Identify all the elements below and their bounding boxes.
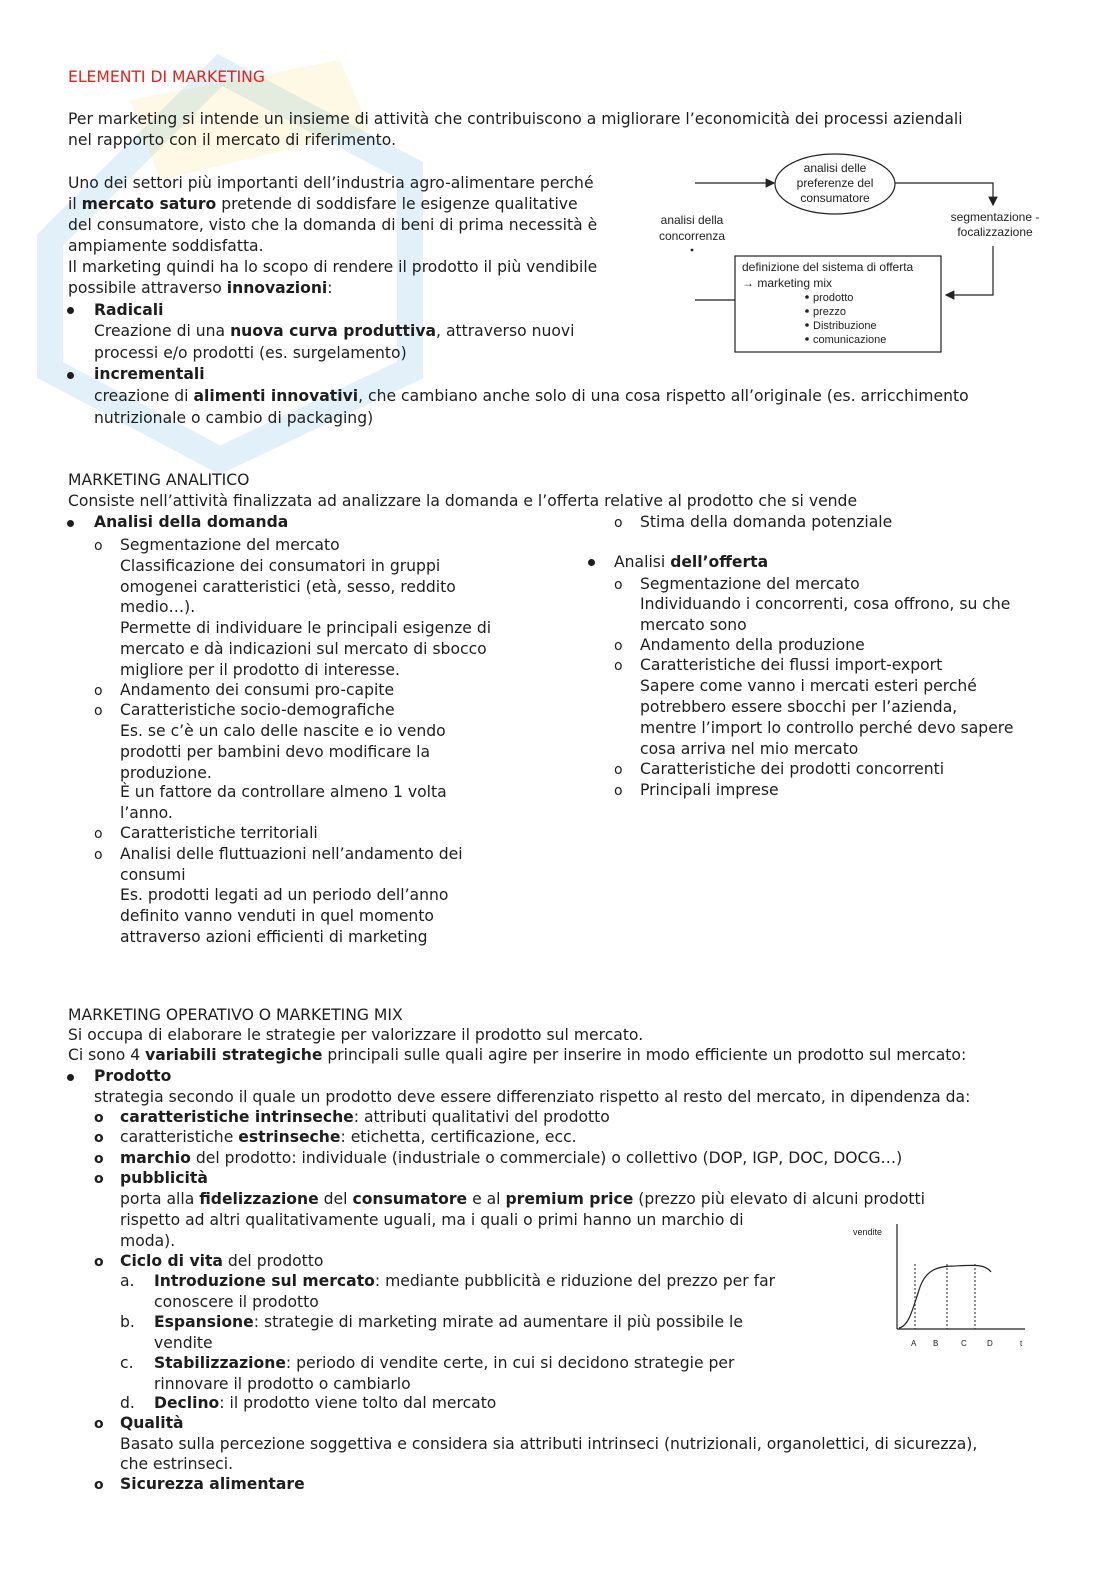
sales-curve (899, 1265, 991, 1328)
domanda-line: produzione. (120, 764, 212, 782)
o-bullet: o (94, 1110, 104, 1126)
offerta-line: Andamento della produzione (640, 636, 865, 654)
phase-line: rinnovare il prodotto o cambiarlo (154, 1375, 411, 1393)
offerta-line: cosa arriva nel mio mercato (640, 740, 859, 758)
ellipse-label: consumatore (800, 191, 870, 205)
para-line: Il marketing quindi ha lo scopo di rendere il prodotto il più vendibile (68, 258, 598, 276)
o-bullet: o (94, 1151, 104, 1167)
dot (691, 249, 694, 252)
item-title-sicurezza: Sicurezza alimentare (120, 1475, 305, 1493)
item-title-pubblicita: pubblicità (120, 1169, 208, 1187)
stima-line: Stima della domanda potenziale (640, 513, 893, 531)
chart-xlabel: t (1020, 1339, 1023, 1348)
section-title-analitico: MARKETING ANALITICO (68, 471, 250, 489)
ellipse-label: preferenze del (796, 176, 874, 190)
bullet-icon (805, 323, 809, 327)
offerta-line: Principali imprese (640, 781, 779, 799)
o-bullet: o (614, 762, 623, 778)
phase-line: Introduzione sul mercato: mediante pubblicità e riduzione del prezzo per far (154, 1272, 776, 1290)
domanda-line: Permette di individuare le principali esigenze di (120, 619, 492, 637)
bullet-icon (67, 307, 74, 314)
domanda-line: consumi (120, 866, 186, 884)
para-line: del consumatore, visto che la domanda di beni di prima necessità è (68, 216, 598, 234)
para-line: il mercato saturo pretende di soddisfare le esigenze qualitative (68, 195, 578, 213)
bullet-icon (805, 337, 809, 341)
item-text: marchio del prodotto: individuale (industriale o commerciale) o collettivo (DOP, IGP, DOC, DOCG…) (120, 1149, 903, 1167)
item-title-prodotto: Prodotto (94, 1067, 172, 1085)
domanda-line: Andamento dei consumi pro-capite (120, 681, 395, 699)
item-text: nutrizionale o cambio di packaging) (94, 409, 374, 427)
bullet-icon (67, 1074, 74, 1081)
item-text: Basato sulla percezione soggettiva e considera sia attributi intrinseci (nutrizionali, organolettici, di sicurezza), (120, 1435, 978, 1453)
item-text: rispetto ad altri qualitativamente uguali, ma i quali o primi hanno un marchio di (120, 1211, 744, 1229)
domanda-line: definito vanno venduti in quel momento (120, 907, 434, 925)
item-title-radicali: Radicali (94, 301, 164, 319)
o-bullet: o (614, 783, 623, 799)
phase-line: Espansione: strategie di marketing mirate ad aumentare il più possibile le (154, 1313, 743, 1331)
chart-tick-label: A (911, 1339, 917, 1348)
domanda-line: Es. se c’è un calo delle nascite e io vendo (120, 722, 446, 740)
phase-line: Stabilizzazione: periodo di vendite certe, in cui si decidono strategie per (154, 1354, 735, 1372)
domanda-line: medio…). (120, 598, 196, 616)
marketing-mix-item: comunicazione (813, 334, 887, 346)
offerta-line: mercato sono (640, 616, 747, 634)
item-text: caratteristiche estrinseche: etichetta, certificazione, ecc. (120, 1128, 577, 1146)
phase-letter: d. (120, 1394, 135, 1412)
item-text: Ciclo di vita del prodotto (120, 1252, 324, 1270)
phase-line: conoscere il prodotto (154, 1293, 319, 1311)
domanda-line: Caratteristiche socio-demografiche (120, 701, 395, 719)
o-bullet: o (94, 683, 103, 699)
domanda-line: Classificazione dei consumatori in gruppi (120, 557, 441, 575)
label-concorrenza: analisi della (660, 213, 724, 227)
item-title-domanda: Analisi della domanda (94, 513, 289, 531)
chart-tick-label: C (961, 1339, 967, 1348)
marketing-mix-item: Distribuzione (813, 320, 877, 332)
phase-letter: b. (120, 1313, 135, 1331)
item-text: processi e/o prodotti (es. surgelamento) (94, 344, 407, 362)
chart-tick-label: D (987, 1339, 993, 1348)
phase-letter: c. (120, 1354, 134, 1372)
para-line: Uno dei settori più importanti dell’industria agro-alimentare perché (68, 174, 594, 192)
item-text: caratteristiche intrinseche: attributi qualitativi del prodotto (120, 1108, 610, 1126)
domanda-line: migliore per il prodotto di interesse. (120, 661, 400, 679)
para-line: possibile attraverso innovazioni: (68, 279, 333, 297)
offerta-line: Caratteristiche dei flussi import-export (640, 656, 943, 674)
domanda-line: Caratteristiche territoriali (120, 824, 318, 842)
chart-ylabel: vendite (853, 1227, 883, 1237)
offerta-line: potrebbero essere sbocchi per l’azienda, (640, 698, 958, 716)
bullet-icon (67, 372, 74, 379)
domanda-line: attraverso azioni efficienti di marketing (120, 928, 428, 946)
item-text: moda). (120, 1232, 176, 1250)
o-bullet: o (94, 1416, 104, 1432)
arrow (946, 246, 993, 295)
offerta-line: mentre l’import lo controllo perché devo sapere (640, 719, 1014, 737)
o-bullet: o (94, 1171, 104, 1187)
bullet-icon (67, 520, 74, 527)
domanda-line: l’anno. (120, 804, 173, 822)
item-text: porta alla fidelizzazione del consumatore e al premium price (prezzo più elevato di alcuni prodotti (120, 1190, 925, 1208)
domanda-line: mercato e dà indicazioni sul mercato di sbocco (120, 640, 487, 658)
section-intro: Si occupa di elaborare le strategie per valorizzare il prodotto sul mercato. (68, 1026, 644, 1044)
phase-line: vendite (154, 1334, 213, 1352)
o-bullet: o (94, 703, 103, 719)
o-bullet: o (94, 826, 103, 842)
intro-line-2: nel rapporto con il mercato di riferimento. (68, 131, 397, 149)
bullet-icon (588, 559, 595, 566)
bullet-icon (805, 295, 809, 299)
item-text: Creazione di una nuova curva produttiva, attraverso nuovi (94, 322, 575, 340)
domanda-line: È un fattore da controllare almeno 1 volta (120, 783, 447, 801)
domanda-line: Segmentazione del mercato (120, 536, 340, 554)
o-bullet: o (614, 638, 623, 654)
item-title-offerta: Analisi dell’offerta (614, 553, 769, 571)
label-segmentazione: segmentazione - (950, 210, 1040, 224)
section-title-elementi: ELEMENTI DI MARKETING (68, 68, 265, 86)
chart-tick-label: B (933, 1339, 939, 1348)
label-segmentazione: focalizzazione (957, 225, 1033, 239)
domanda-line: prodotti per bambini devo modificare la (120, 743, 431, 761)
ellipse-label: analisi delle (803, 161, 867, 175)
domanda-line: Analisi delle fluttuazioni nell’andamento dei (120, 845, 463, 863)
o-bullet: o (614, 577, 623, 593)
o-bullet: o (94, 1130, 104, 1146)
lifecycle-chart (845, 1218, 1030, 1353)
item-text: strategia secondo il quale un prodotto deve essere differenziato rispetto al resto del mercato, in dipendenza da: (94, 1088, 971, 1106)
section-intro: Ci sono 4 variabili strategiche principali sulle quali agire per inserire in modo efficiente un prodotto sul mercato: (68, 1046, 967, 1064)
marketing-cycle-diagram (650, 150, 1060, 360)
offerta-line: Caratteristiche dei prodotti concorrenti (640, 760, 945, 778)
box-label: definizione del sistema di offerta (742, 260, 914, 274)
o-bullet: o (94, 847, 103, 863)
offerta-line: Sapere come vanno i mercati esteri perché (640, 677, 977, 695)
phase-line: Declino: il prodotto viene tolto dal mercato (154, 1394, 497, 1412)
o-bullet: o (94, 1477, 104, 1493)
o-bullet: o (614, 515, 623, 531)
marketing-mix-item: prodotto (813, 292, 854, 304)
bullet-icon (805, 309, 809, 313)
o-bullet: o (94, 1254, 104, 1270)
item-title-qualita: Qualità (120, 1414, 184, 1432)
label-concorrenza: concorrenza (658, 229, 726, 243)
section-intro: Consiste nell’attività finalizzata ad analizzare la domanda e l’offerta relative al prodotto che si vende (68, 492, 858, 510)
o-bullet: o (614, 658, 623, 674)
item-title-incrementali: incrementali (94, 365, 205, 383)
arrow (895, 183, 993, 205)
item-text: che estrinseci. (120, 1455, 234, 1473)
domanda-line: omogenei caratteristici (età, sesso, reddito (120, 578, 456, 596)
domanda-line: Es. prodotti legati ad un periodo dell’anno (120, 886, 449, 904)
para-line: ampiamente soddisfatta. (68, 237, 264, 255)
marketing-mix-item: prezzo (813, 306, 847, 318)
offerta-line: Segmentazione del mercato (640, 575, 860, 593)
offerta-line: Individuando i concorrenti, cosa offrono, su che (640, 595, 1011, 613)
section-title-operativo: MARKETING OPERATIVO O MARKETING MIX (68, 1006, 403, 1024)
phase-letter: a. (120, 1272, 135, 1290)
item-text: creazione di alimenti innovativi, che cambiano anche solo di una cosa rispetto all’originale (es. arricchimento (94, 387, 969, 405)
o-bullet: o (94, 538, 103, 554)
intro-line-1: Per marketing si intende un insieme di attività che contribuiscono a migliorare l’economicità dei processi aziendali (68, 110, 963, 128)
box-label: → marketing mix (742, 276, 833, 290)
